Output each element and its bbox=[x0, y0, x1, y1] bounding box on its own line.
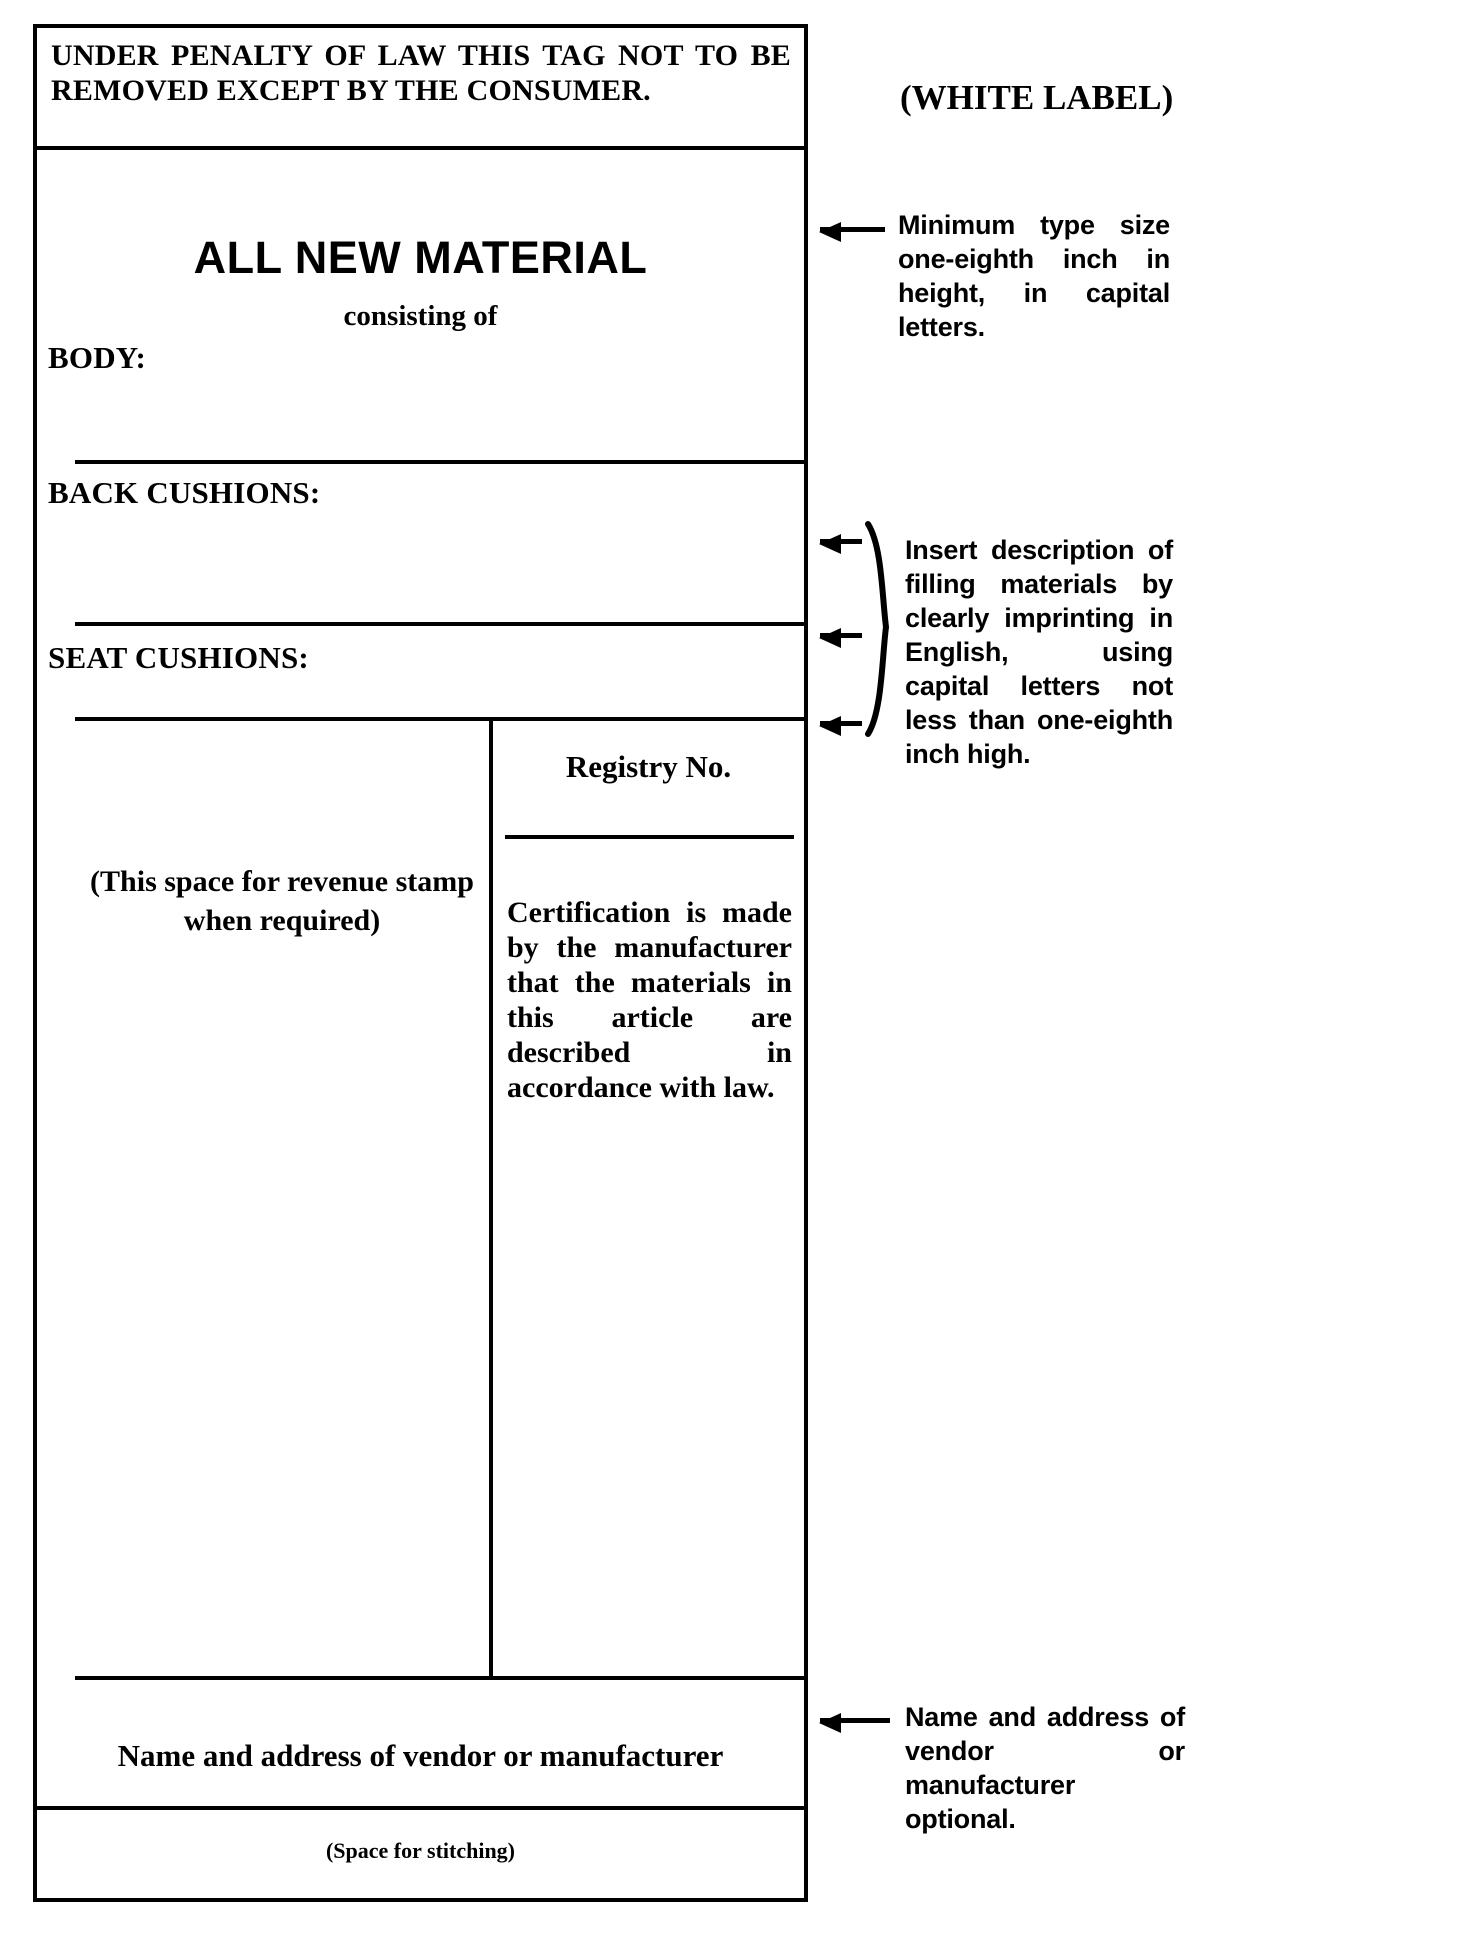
white-label-specimen bbox=[33, 24, 808, 1902]
field-label-body: BODY: bbox=[48, 340, 147, 375]
fill-in-rule-back-cushions bbox=[75, 622, 804, 626]
revenue-stamp-note: (This space for revenue stamp when required) bbox=[90, 865, 474, 937]
lower-two-column-block bbox=[75, 717, 804, 1676]
registry-column bbox=[493, 717, 804, 1676]
annotation-vendor-optional: Name and address of vendor or manufacturer optional. bbox=[905, 1702, 1185, 1834]
consisting-of-subheading: consisting of bbox=[343, 300, 498, 332]
curly-brace-icon bbox=[864, 520, 894, 738]
vendor-rule bbox=[75, 1676, 804, 1680]
white-label-caption: (WHITE LABEL) bbox=[900, 78, 1174, 117]
annotation-arrow-filling-middle bbox=[820, 633, 862, 638]
revenue-stamp-column bbox=[75, 717, 489, 1676]
all-new-material-heading: ALL NEW MATERIAL bbox=[193, 232, 648, 283]
registry-no-rule bbox=[505, 835, 794, 839]
certification-statement: Certification is made by the manufacturer that the materials in this article are described in accordance with law. bbox=[507, 896, 792, 1104]
penalty-notice-text: UNDER PENALTY OF LAW THIS TAG NOT TO BE REMOVED EXCEPT BY THE CONSUMER. bbox=[51, 39, 791, 107]
stitching-cell bbox=[37, 1806, 804, 1898]
annotation-type-size: Minimum type size one-eighth inch in height, in capital letters. bbox=[898, 210, 1170, 342]
stitching-note: (Space for stitching) bbox=[325, 1838, 516, 1863]
tag-body bbox=[37, 150, 804, 1806]
annotation-arrow-type-size bbox=[820, 227, 885, 232]
annotation-filling-description: Insert description of filling materials by clearly imprinting in English, using capital letters not less than one-eighth inch high. bbox=[905, 535, 1173, 769]
field-label-seat-cushions: SEAT CUSHIONS: bbox=[48, 640, 309, 675]
vendor-name-address-line: Name and address of vendor or manufacturer bbox=[117, 1738, 724, 1773]
fill-in-rule-body bbox=[75, 460, 804, 464]
field-label-back-cushions: BACK CUSHIONS: bbox=[48, 475, 321, 510]
annotation-arrow-filling-top bbox=[820, 539, 862, 544]
registry-no-label: Registry No. bbox=[565, 749, 732, 784]
annotation-arrow-vendor-optional bbox=[820, 1718, 890, 1723]
annotation-arrow-filling-bottom bbox=[820, 721, 862, 726]
penalty-notice-cell bbox=[37, 28, 804, 150]
